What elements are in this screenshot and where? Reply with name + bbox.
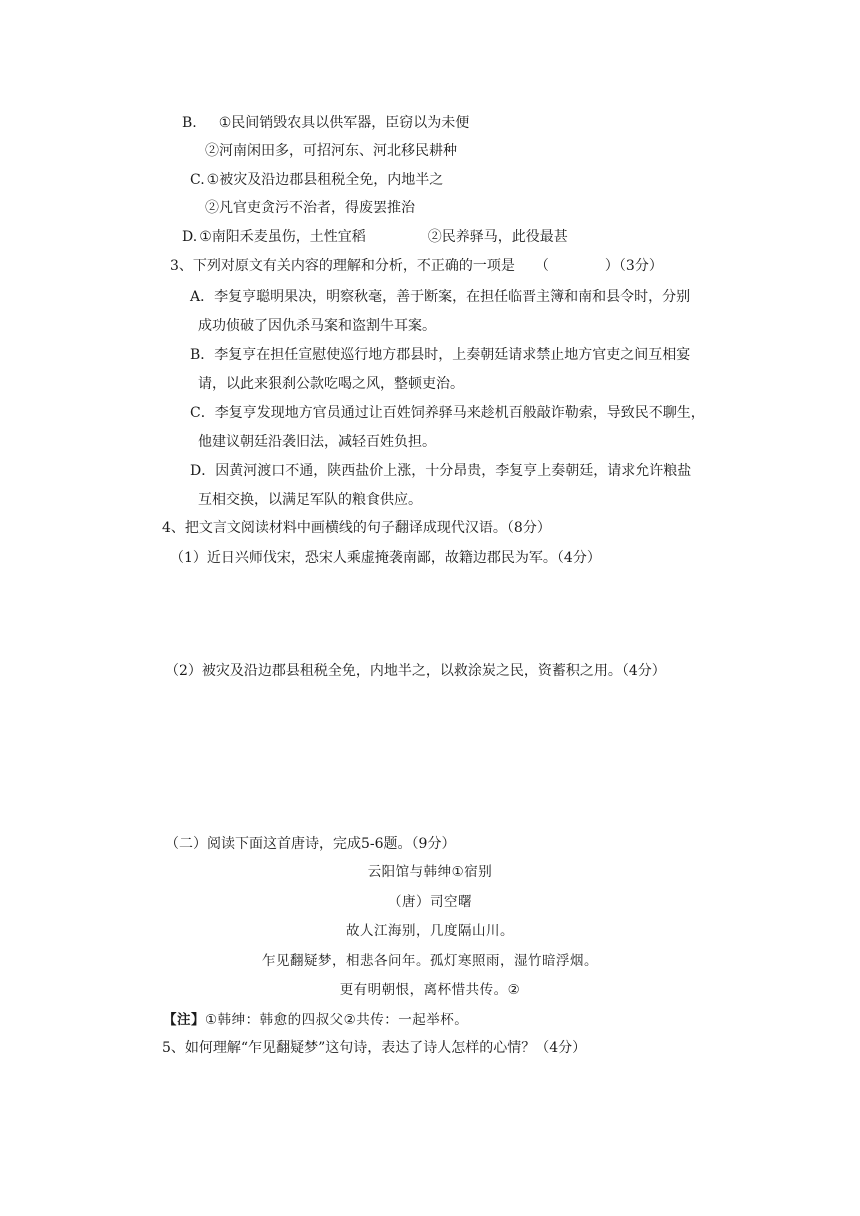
poem-note bbox=[163, 1010, 468, 1030]
question-4-sentence-2: （2）被灾及沿边郡县租税全免，内地半之，以救涂炭之民，资蓄积之用。（4分） bbox=[165, 663, 666, 679]
q3-option-c-line-1: C．李复亨发现地方官员通过让百姓饲养驿马来趁机百般敲诈勒索，导致民不聊生， bbox=[190, 405, 705, 421]
option-c-row-1 bbox=[190, 170, 443, 190]
question-4-stem: 4、把文言文阅读材料中画横线的句子翻译成现代汉语。（8分） bbox=[162, 520, 551, 536]
answer-bracket: （ ） bbox=[534, 258, 619, 274]
option-c-row-2 bbox=[205, 198, 415, 218]
option-c-item-2: ②凡官吏贪污不治者，得废罢推治 bbox=[205, 200, 415, 216]
poem-section-intro: （二）阅读下面这首唐诗，完成5-6题。（9分） bbox=[165, 836, 456, 852]
poem-line-3: 更有明朝恨，离杯惜共传。② bbox=[339, 982, 521, 998]
question-5-stem: 5、如何理解“乍见翻疑梦”这句诗，表达了诗人怎样的心情？（4分） bbox=[162, 1040, 587, 1056]
poem-line-1: 故人江海别，几度隔山川。 bbox=[346, 923, 514, 939]
option-c-item-1: ①被灾及沿边郡县租税全免，内地半之 bbox=[206, 172, 444, 188]
option-d-item-2: ②民养驿马，此役最甚 bbox=[427, 229, 568, 245]
option-b-item-2: ②河南闲田多，可招河东、河北移民耕种 bbox=[205, 143, 457, 159]
question-3-text: 3、下列对原文有关内容的理解和分析，不正确的一项是 bbox=[170, 258, 515, 274]
option-b-row-1 bbox=[182, 113, 469, 133]
q3-option-c-line-2: 他建议朝廷沿袭旧法，减轻百姓负担。 bbox=[198, 434, 436, 450]
question-4-sentence-1: （1）近日兴师伐宋，恐宋人乘虚掩袭南鄙，故籍边郡民为军。（4分） bbox=[170, 550, 601, 566]
q3-option-b-line-2: 请，以此来狠刹公款吃喝之风，整顿吏治。 bbox=[198, 376, 464, 392]
poem-author: （唐）司空曙 bbox=[388, 894, 472, 910]
q3-option-a-line-2: 成功侦破了因仇杀马案和盗割牛耳案。 bbox=[198, 318, 436, 334]
option-b-label: B. bbox=[182, 115, 197, 131]
note-text: ①韩绅：韩愈的四叔父②共传：一起举杯。 bbox=[205, 1012, 469, 1028]
option-d-label: D. bbox=[182, 229, 198, 245]
option-c-label: C. bbox=[190, 172, 205, 188]
question-3-score: （3分） bbox=[618, 258, 663, 274]
note-tag: 【注】 bbox=[163, 1012, 205, 1028]
option-d-row bbox=[182, 227, 568, 247]
poem-title: 云阳馆与韩绅①宿别 bbox=[367, 864, 493, 880]
q3-option-d-line-1: D．因黄河渡口不通，陕西盐价上涨，十分昂贵，李复亨上奏朝廷，请求允许粮盐 bbox=[190, 463, 692, 479]
question-3-stem bbox=[170, 256, 663, 276]
q3-option-b-line-1: B．李复亨在担任宣慰使巡行地方郡县时，上奏朝廷请求禁止地方官吏之间互相宴 bbox=[190, 347, 691, 363]
q3-option-a-line-1: A．李复亨聪明果决，明察秋毫，善于断案，在担任临晋主簿和南和县令时，分别 bbox=[190, 289, 691, 305]
option-d-item-1: ①南阳禾麦虽伤，土性宜稻 bbox=[199, 229, 366, 245]
option-b-row-2 bbox=[205, 141, 457, 161]
option-b-item-1: ①民间销毁农具以供军器，臣窃以为未便 bbox=[218, 115, 470, 131]
q3-option-d-line-2: 互相交换，以满足军队的粮食供应。 bbox=[198, 492, 422, 508]
poem-line-2: 乍见翻疑梦，相悲各问年。孤灯寒照雨，湿竹暗浮烟。 bbox=[262, 953, 598, 969]
